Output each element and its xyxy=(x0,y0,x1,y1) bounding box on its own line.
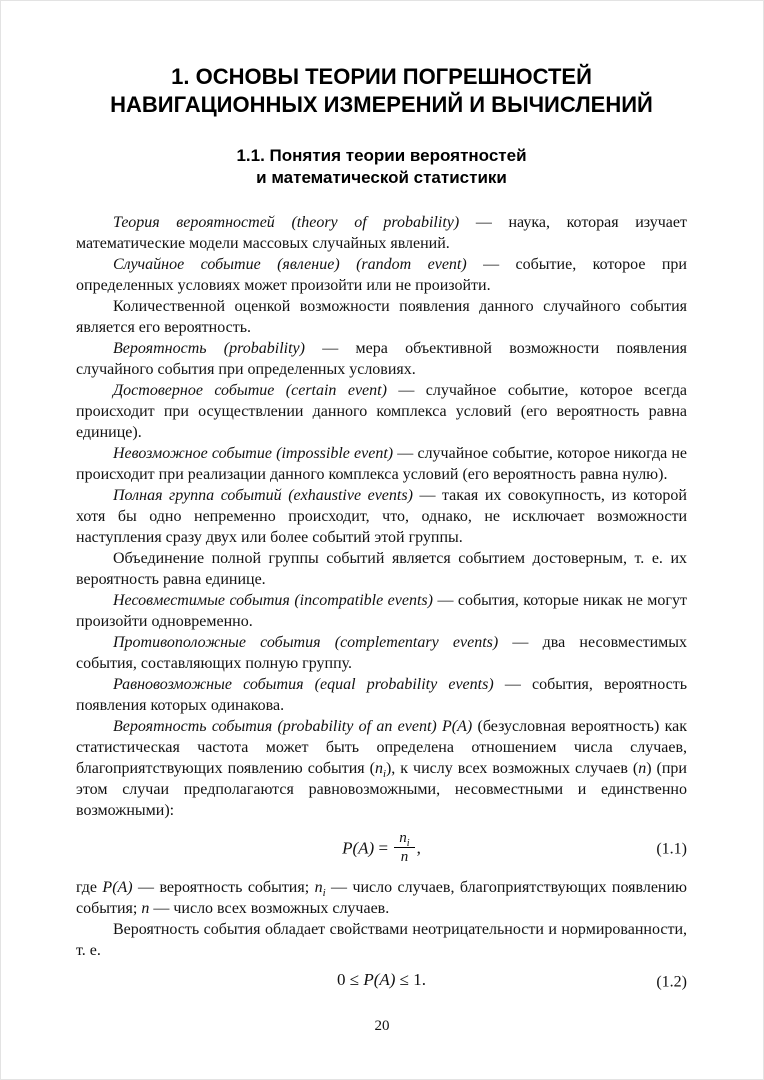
text-run: — число случаев, благоприятствующих появлению события; xyxy=(76,878,688,917)
term-italic: Несовместимые события (incompatible events) xyxy=(113,591,433,609)
chapter-title xyxy=(76,63,687,119)
paragraph xyxy=(76,296,687,338)
term-italic: P(A) xyxy=(102,878,133,896)
paragraph xyxy=(76,254,687,296)
text-run: (безусловная вероятность) как статистическая частота может быть определена отношением числа случаев, благоприятствующих появлению события ( xyxy=(76,717,687,777)
term-italic: Равновозможные события (equal probability events) xyxy=(113,675,494,693)
fraction-denominator xyxy=(394,848,414,866)
fraction-numerator xyxy=(394,830,414,849)
text-run: — случайное событие, которое всегда происходит при осуществлении данного комплекса условий (его вероятность равна единице). xyxy=(76,381,687,441)
text-run: Количественной оценкой возможности появления данного случайного события является его вероятность. xyxy=(76,297,687,336)
formula-number: (1.1) xyxy=(656,840,687,858)
term-italic: Достоверное событие (certain event) xyxy=(113,381,387,399)
formula-body xyxy=(337,970,426,990)
term-italic: P(A) xyxy=(363,970,396,990)
text-run: — число всех возможных случаев. xyxy=(149,899,390,917)
text-run: — два несовместимых события, составляющих полную группу. xyxy=(76,633,688,672)
page-number: 20 xyxy=(374,1018,390,1034)
text-run: , xyxy=(416,837,421,857)
paragraph xyxy=(76,212,687,254)
paragraph xyxy=(76,716,687,821)
term-italic: Противоположные события (complementary events) xyxy=(113,633,499,651)
text-run: = xyxy=(374,837,393,857)
section-title-line1: 1.1. Понятия теории вероятностей xyxy=(236,146,527,166)
term-italic: i xyxy=(406,837,410,849)
term-italic: i xyxy=(382,767,386,780)
text-run: 0 ≤ xyxy=(336,970,364,990)
term-italic: n xyxy=(638,759,647,777)
term-italic: n xyxy=(400,849,409,865)
paragraph xyxy=(76,590,687,632)
fraction xyxy=(394,830,414,866)
formula xyxy=(76,970,687,994)
term-italic: n xyxy=(314,878,323,896)
paragraph xyxy=(76,485,687,548)
text-run: ≤ 1. xyxy=(395,970,427,990)
text-run: ) (при этом случаи предполагаются равновозможными, несовместными и единственно возможными): xyxy=(76,759,687,819)
term-italic: Теория вероятностей (theory of probability) xyxy=(113,213,460,231)
content-flow xyxy=(76,212,687,994)
paragraph xyxy=(76,674,687,716)
term-italic: i xyxy=(322,886,326,899)
chapter-title-line1: 1. ОСНОВЫ ТЕОРИИ ПОГРЕШНОСТЕЙ xyxy=(171,64,592,89)
text-run: — случайное событие, которое никогда не происходит при реализации данного комплекса условий (его вероятность равна нулю). xyxy=(76,444,688,483)
paragraph xyxy=(76,632,687,674)
paragraph xyxy=(76,877,687,919)
term-italic: Вероятность события (probability of an event) P(A) xyxy=(113,717,473,735)
text-run: — события, вероятность появления которых одинакова. xyxy=(76,675,688,714)
text-run: Объединение полной группы событий является событием достоверным, т. е. их вероятность равна единице. xyxy=(76,549,687,588)
term-italic: n xyxy=(374,759,383,777)
text-run: Вероятность события обладает свойствами неотрицательности и нормированности, т. е. xyxy=(76,920,687,959)
term-italic: Вероятность (probability) xyxy=(113,339,305,357)
text-run: — такая их совокупность, из которой хотя бы одно непременно происходит, что, однако, не исключает возможности наступления сразу двух или более событий этой группы. xyxy=(76,486,687,546)
term-italic: Случайное событие (явление) (random event) xyxy=(113,255,467,273)
text-run: ), к числу всех возможных случаев ( xyxy=(385,759,639,777)
text-run: — событие, которое при определенных условиях может произойти или не произойти. xyxy=(76,255,687,294)
formula-body xyxy=(342,830,421,869)
paragraph xyxy=(76,338,687,380)
formula-number: (1.2) xyxy=(656,972,687,990)
paragraph xyxy=(76,919,687,961)
text-run: — события, которые никак не могут произойти одновременно. xyxy=(76,591,687,630)
section-title-line2: и математической статистики xyxy=(256,168,507,188)
text-run: — мера объективной возможности появления случайного события при определенных условиях. xyxy=(76,339,687,378)
text-run: где xyxy=(76,878,103,896)
term-italic: n xyxy=(399,829,407,846)
term-italic: n xyxy=(141,899,150,917)
text-run: — вероятность события; xyxy=(132,878,315,896)
paragraph xyxy=(76,548,687,590)
paragraph xyxy=(76,380,687,443)
paragraph xyxy=(76,443,687,485)
section-title xyxy=(76,145,687,189)
term-italic: Полная группа событий (exhaustive events) xyxy=(113,486,413,504)
formula xyxy=(76,830,687,869)
term-italic: P(A) xyxy=(342,837,375,857)
text-run: — наука, которая изучает математические модели массовых случайных явлений. xyxy=(76,213,687,252)
term-italic: Невозможное событие (impossible event) xyxy=(113,444,394,462)
chapter-title-line2: НАВИГАЦИОННЫХ ИЗМЕРЕНИЙ И ВЫЧИСЛЕНИЙ xyxy=(110,92,653,118)
